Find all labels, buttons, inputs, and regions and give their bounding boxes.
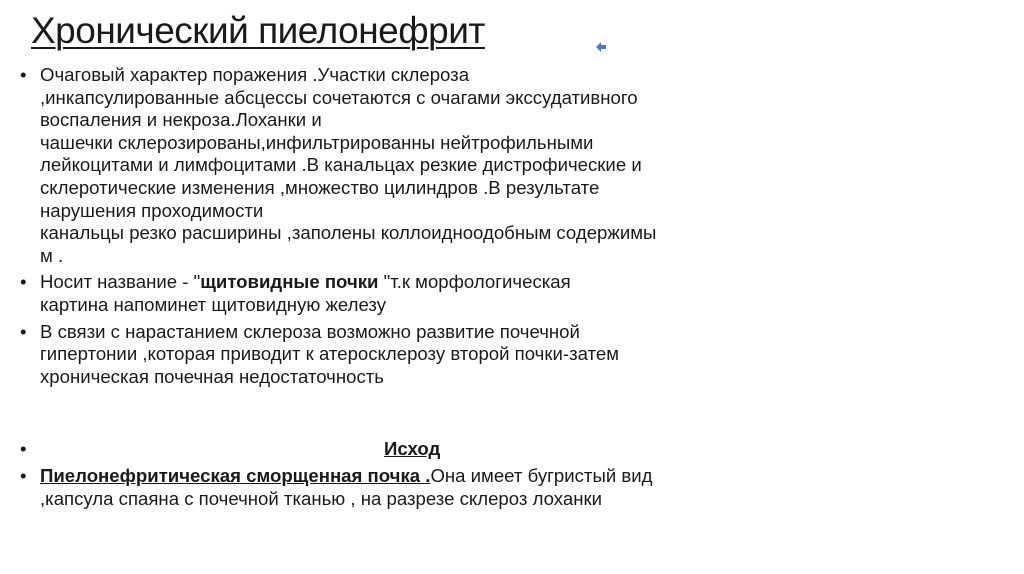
text-fragment: Носит название - " bbox=[40, 271, 201, 293]
text-line: склеротические изменения ,множество цилиндров .В результате bbox=[40, 176, 600, 198]
text-line: хроническая почечная недостаточность bbox=[40, 365, 384, 387]
bullet-hypertension bbox=[20, 321, 850, 389]
text-fragment: "т.к морфологическая bbox=[378, 271, 571, 293]
slide-title: Хронический пиелонефрит bbox=[31, 10, 485, 51]
bold-term: щитовидные почки bbox=[200, 271, 379, 293]
text-line: В связи с нарастанием склероза возможно развитие почечной bbox=[40, 320, 580, 342]
text-line: ,инкапсулированные абсцессы сочетаются с очагами экссудативного bbox=[40, 86, 638, 108]
text-line: ,капсула спаяна с почечной тканью , на разрезе склероз лоханки bbox=[40, 487, 603, 509]
text-line: Очаговый характер поражения .Участки склероза bbox=[40, 64, 470, 85]
text-line: картина напоминет щитовидную железу bbox=[40, 293, 387, 315]
bullet-thyroid-kidney bbox=[20, 271, 850, 316]
text-line: канальцы резко расширины ,заполены коллоидноодобным содержимы bbox=[40, 222, 657, 244]
bullet-shrunken-kidney bbox=[20, 465, 850, 510]
text-line bbox=[40, 465, 850, 488]
bullet-pathology bbox=[20, 64, 850, 267]
outcome-heading: Исход bbox=[384, 438, 441, 460]
bullet-marker: • bbox=[20, 64, 27, 85]
bold-term: Пиелонефритическая сморщенная почка . bbox=[40, 464, 431, 486]
bullet-marker: • bbox=[20, 464, 27, 486]
text-line bbox=[40, 271, 850, 294]
bullet-marker: • bbox=[20, 320, 27, 342]
bullet-marker: • bbox=[20, 438, 27, 460]
text-line: м . bbox=[40, 244, 64, 266]
text-line: гипертонии ,которая приводит к атеросклерозу второй почки-затем bbox=[40, 343, 619, 365]
text-line: воспаления и некроза.Лоханки и bbox=[40, 109, 322, 131]
back-arrow-icon[interactable] bbox=[596, 42, 606, 52]
text-fragment: Она имеет бугристый вид bbox=[430, 464, 653, 486]
slide-body bbox=[20, 64, 850, 510]
bullet-outcome-heading bbox=[20, 438, 850, 461]
text-line: чашечки склерозированы,инфильтрированны нейтрофильными bbox=[40, 131, 594, 153]
bullet-marker: • bbox=[20, 271, 27, 293]
text-line: нарушения проходимости bbox=[40, 199, 264, 221]
text-line: лейкоцитами и лимфоцитами .В канальцах резкие дистрофические и bbox=[40, 154, 642, 176]
